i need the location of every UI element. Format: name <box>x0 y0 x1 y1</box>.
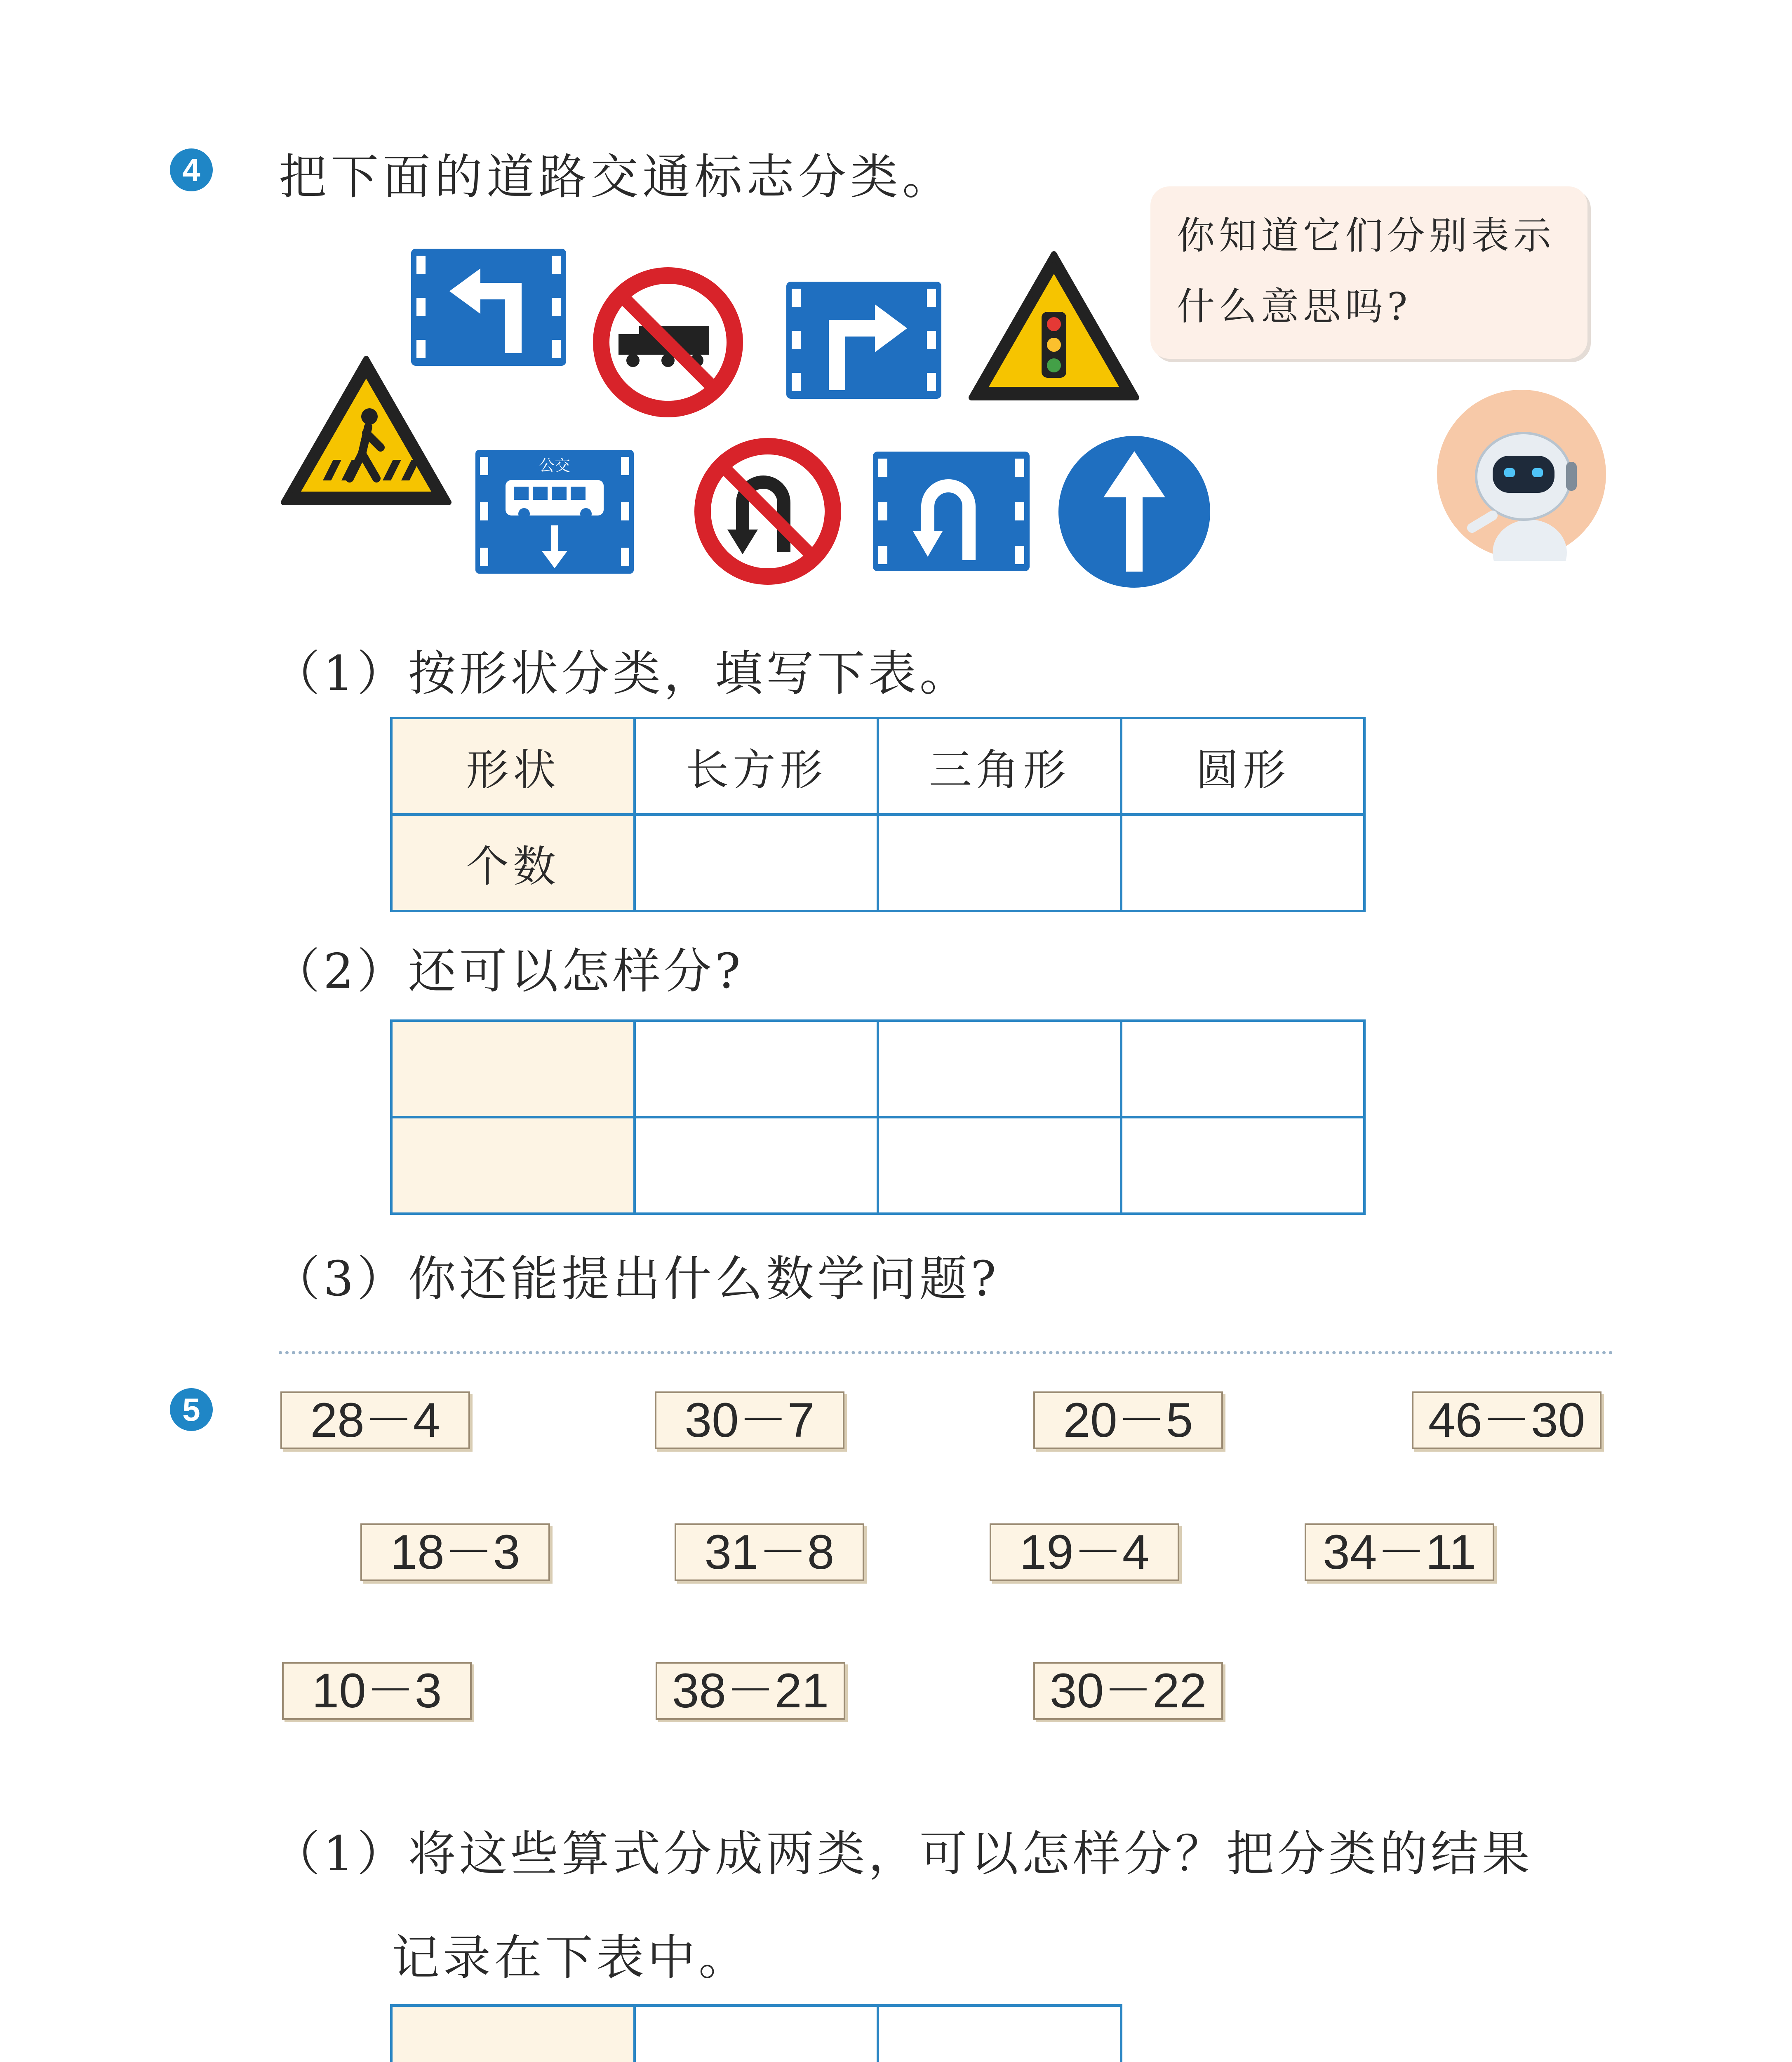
other-classification-table <box>390 1019 1366 1215</box>
traffic-light-warning-sign-icon <box>967 250 1141 403</box>
table-row <box>391 718 1364 814</box>
bubble-line-1: 你知道它们分别表示 <box>1177 214 1556 258</box>
turn-left-sign-icon <box>408 246 569 369</box>
question-4-title: 把下面的道路交通标志分类。 <box>279 149 954 205</box>
table-row <box>391 1021 1364 1117</box>
expression-card: 30－22 <box>1033 1662 1223 1720</box>
answer-cell[interactable] <box>635 1117 878 1214</box>
answer-cell[interactable] <box>391 2006 635 2062</box>
bus-sign-label: 公交 <box>539 457 571 475</box>
expression-card: 31－8 <box>675 1523 864 1581</box>
table-row <box>391 2006 1121 2062</box>
expression-classification-table <box>390 2004 1122 2062</box>
q4-part3-prompt: （3）你还能提出什么数学问题? <box>272 1251 999 1307</box>
answer-cell[interactable] <box>635 814 878 911</box>
table-cell: 三角形 <box>878 718 1121 814</box>
answer-cell[interactable] <box>878 1021 1121 1117</box>
u-turn-allowed-sign-icon <box>870 449 1032 574</box>
robot-avatar <box>1435 388 1608 561</box>
no-u-turn-sign-icon <box>691 435 844 588</box>
answer-cell[interactable] <box>635 2006 878 2062</box>
turn-right-sign-icon <box>783 279 944 402</box>
pedestrian-crossing-sign-icon <box>280 355 453 507</box>
answer-cell[interactable] <box>1121 1117 1364 1214</box>
question-number-5: 5 <box>170 1388 213 1431</box>
expression-card: 10－3 <box>282 1662 472 1720</box>
q5-part1-prompt: （1）将这些算式分成两类，可以怎样分？把分类的结果 <box>272 1826 1533 1882</box>
section-divider <box>279 1351 1613 1354</box>
q5-part1-prompt-line2: 记录在下表中。 <box>392 1930 750 1986</box>
speech-bubble <box>1150 186 1587 359</box>
answer-cell[interactable] <box>1121 1021 1364 1117</box>
answer-cell[interactable] <box>878 2006 1121 2062</box>
expression-card: 20－5 <box>1033 1391 1223 1449</box>
bubble-line-2: 什么意思吗? <box>1177 285 1412 329</box>
expression-card: 46－30 <box>1412 1391 1602 1449</box>
expression-card: 18－3 <box>360 1523 550 1581</box>
q4-part2-prompt: （2）还可以怎样分? <box>272 944 744 999</box>
answer-cell[interactable] <box>1121 814 1364 911</box>
expression-card: 34－11 <box>1305 1523 1494 1581</box>
answer-cell[interactable] <box>391 1021 635 1117</box>
answer-cell[interactable] <box>391 1117 635 1214</box>
expression-card: 28－4 <box>280 1391 470 1449</box>
straight-ahead-sign-icon <box>1054 431 1215 592</box>
q4-part1-prompt: （1）按形状分类，填写下表。 <box>272 646 971 701</box>
table-header-cell: 形状 <box>391 718 635 814</box>
expression-card: 38－21 <box>656 1662 845 1720</box>
table-row <box>391 1117 1364 1214</box>
table-row <box>391 814 1364 911</box>
expression-card: 19－4 <box>990 1523 1179 1581</box>
table-cell: 圆形 <box>1121 718 1364 814</box>
answer-cell[interactable] <box>878 814 1121 911</box>
table-header-cell: 个数 <box>391 814 635 911</box>
shape-count-table <box>390 717 1366 912</box>
bus-lane-sign-icon <box>473 447 637 577</box>
no-trucks-sign-icon <box>590 264 746 421</box>
table-cell: 长方形 <box>635 718 878 814</box>
answer-cell[interactable] <box>878 1117 1121 1214</box>
expression-card: 30－7 <box>655 1391 844 1449</box>
question-number-4: 4 <box>170 148 213 191</box>
answer-cell[interactable] <box>635 1021 878 1117</box>
